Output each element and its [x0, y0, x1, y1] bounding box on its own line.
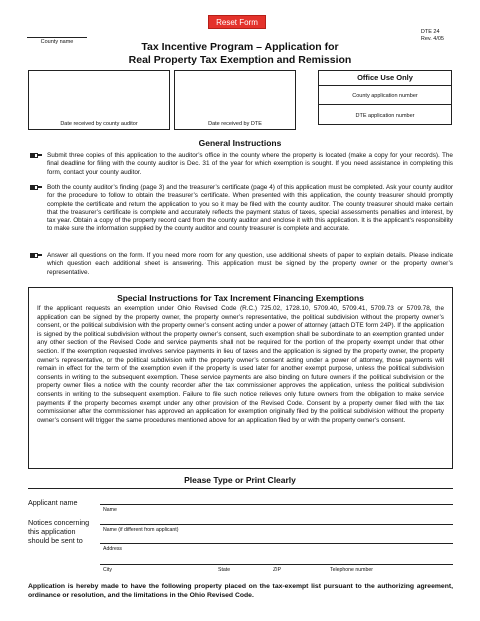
- special-instructions-body: If the applicant requests an exemption under Ohio Revised Code (R.C.) 725.02, 1728.10, 5709.40, 5709.41, 5709.73 or 5709.78, the application can be signed by the property owner, the property owner’s representative, the political subdivision without the property owner’s consent, or the political subdivision with the property owner’s consent acting under a power of attorney (attach DTE form 24P). If the application is signed by the political subdivision without the property owner’s consent, such exemption shall be subordinate to an exemption granted under any other section of the Revised Code and service payments shall not be required for the portion of the property exempt under that other section. If the exemption requested involves service payments in lieu of taxes and the application is signed by the property owner, the property owner’s representative, or the political subdivision with the property owner’s consent acting under a power of attorney, those payments will remain in effect for the term of the exemption even if the property is used later for another exempt purpose, unless the political subdivision consents in writing to the subsequent exemption. These service payments are also binding on future owners if the political subdivision or the property owner files a notice with the county recorder after the tax commissioner approves the application, unless the political subdivision consents in writing to the subsequent exemption. Failure to file such notice relieves only future owners from the obligation to make service payments if the property becomes exempt under any other provision of the Revised Code. Consent by a property owner filed with the tax commissioner after the commissioner has approved an application for exemption originally filed by the political subdivision without the property owner’s consent will trigger the same procedures mentioned above for an application filed by or with the property owner’s consent.: [37, 305, 444, 424]
- county-application-number-label: County application number: [352, 93, 418, 99]
- title-line-2: Real Property Tax Exemption and Remission: [128, 54, 352, 66]
- pointing-hand-icon: [30, 252, 42, 259]
- dte-received-box[interactable]: [174, 70, 296, 130]
- title-line-1: Tax Incentive Program – Application for: [141, 41, 339, 53]
- city-state-zip-field[interactable]: [100, 564, 453, 565]
- pointing-hand-icon: [30, 184, 42, 191]
- form-number: DTE 24: [420, 29, 440, 35]
- general-instruction-3: Answer all questions on the form. If you need more room for any question, use additional sheets of paper to explain details. Please indicate which question each additional sheet is answering. This application must be signed by the property owner or the property owner’s representative.: [47, 252, 453, 276]
- address-label: Address: [103, 546, 123, 552]
- name-if-different-label: Name (if different from applicant): [103, 527, 179, 533]
- telephone-label: Telephone number: [330, 567, 373, 573]
- office-use-box: [318, 70, 452, 125]
- county-auditor-received-label: Date received by county auditor: [60, 121, 138, 127]
- zip-label: ZIP: [273, 567, 282, 573]
- general-instruction-1: Submit three copies of this application to the auditor’s office in the county where the property is located (make a copy for your records). The final deadline for filing with the county auditor is Dec. 31 of the year for which exemption is sought. If you need assistance in completing this form, contact your county auditor.: [47, 152, 453, 176]
- state-label: State: [218, 567, 231, 573]
- notices-label: Notices concerning this application should be sent to: [28, 518, 90, 545]
- office-use-heading: Office Use Only: [357, 73, 413, 82]
- applicant-name-label: Applicant name: [28, 498, 78, 507]
- special-instructions-heading: Special Instructions for Tax Increment Financing Exemptions: [117, 293, 364, 303]
- print-clearly-heading: Please Type or Print Clearly: [184, 475, 296, 485]
- general-instructions-heading: General Instructions: [198, 138, 282, 148]
- reset-form-button[interactable]: Reset Form: [208, 15, 266, 29]
- address-field[interactable]: [100, 543, 453, 544]
- dte-received-label: Date received by DTE: [208, 121, 262, 127]
- applicant-name-field[interactable]: [100, 504, 453, 505]
- page-title: [110, 41, 370, 67]
- special-instructions-box: [28, 287, 453, 469]
- city-label: City: [103, 567, 112, 573]
- county-name-line[interactable]: [27, 37, 87, 38]
- county-name-label: County name: [40, 39, 74, 45]
- name-label: Name: [103, 507, 117, 513]
- general-instruction-2: Both the county auditor’s finding (page 3) and the treasurer’s certificate (page 4) of this application must be completed. Ask your county auditor for the procedure to follow to obtain the treasurer’s certificate. When presented with this application, the county treasurer should promptly complete the certificate and return the application to you so it may be filed with the county auditor. The county treasurer should make certain that the treasurer’s certificate is complete and accurately reflects the payment status of taxes, special assessments penalties and interest, by tax year. Obtain a copy of the property record card from the county auditor and enclose it with this application. It is the applicant’s responsibility to make sure the information supplied by the county auditor and county treasurer is complete and accurate.: [47, 184, 453, 233]
- application-statement: Application is hereby made to have the following property placed on the tax-exempt list pursuant to the authorizing agreement, ordinance or resolution, and the limitations in the Ohio Revised Code.: [28, 583, 453, 599]
- dte-application-number-label: DTE application number: [355, 113, 415, 119]
- alternate-name-field[interactable]: [100, 524, 453, 525]
- office-divider: [319, 85, 451, 86]
- office-divider-2: [319, 104, 451, 105]
- form-number-block: [421, 29, 444, 42]
- pointing-hand-icon: [30, 152, 42, 159]
- form-revision: Rev. 4/05: [420, 35, 444, 42]
- county-auditor-received-box[interactable]: [28, 70, 170, 130]
- section-divider: [28, 488, 453, 489]
